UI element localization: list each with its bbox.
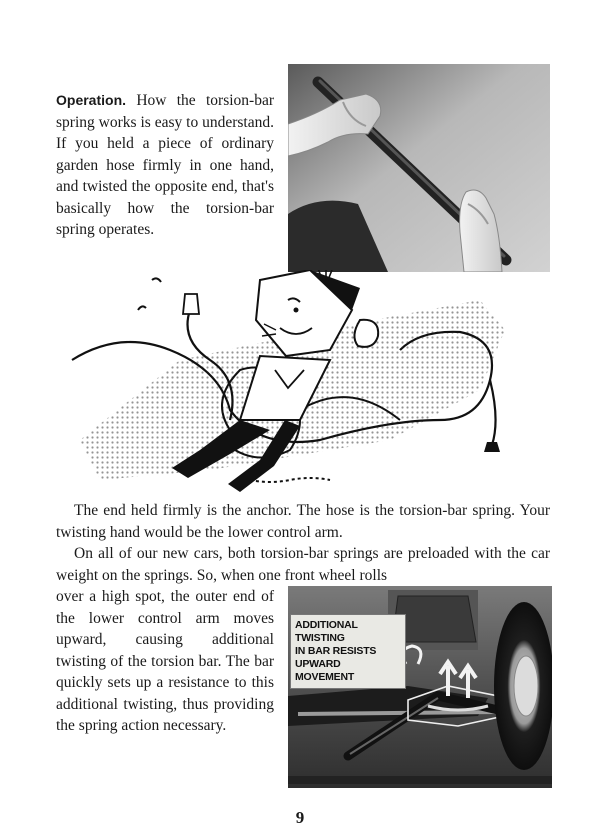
operation-paragraph bbox=[56, 90, 274, 241]
anchor-text: The end held firmly is the anchor. The hose is the torsion-bar spring. Your twisting hand would be the lower control arm. bbox=[56, 502, 550, 541]
callout-line-2: IN BAR RESISTS bbox=[295, 645, 377, 657]
continuation-paragraph: over a high spot, the outer end of the lower control arm moves upward, causing additional twisting of the torsion bar. The bar quickly sets up a resistance to this additional twisting, thus providing the spring action necessary. bbox=[56, 588, 274, 734]
hose-twisting-photo bbox=[288, 64, 550, 272]
cartoon-man-twisting-hose bbox=[60, 270, 540, 495]
operation-body: How the torsion-bar spring works is easy to understand. If you held a piece of ordinary garden hose firmly in one hand, and twisted the opposite end, that's basically how the torsion-bar spring operates. bbox=[56, 92, 274, 238]
anchor-paragraph bbox=[56, 500, 550, 586]
page-number: 9 bbox=[295, 808, 305, 827]
callout-line-3: UPWARD MOVEMENT bbox=[295, 658, 355, 683]
preload-text: On all of our new cars, both torsion-bar springs are preloaded with the car weight on the springs. So, when one front wheel rolls bbox=[56, 545, 550, 584]
callout-line-1: ADDITIONAL TWISTING bbox=[295, 619, 358, 644]
photo-callout-label bbox=[290, 614, 406, 689]
operation-heading: Operation. bbox=[56, 92, 127, 108]
